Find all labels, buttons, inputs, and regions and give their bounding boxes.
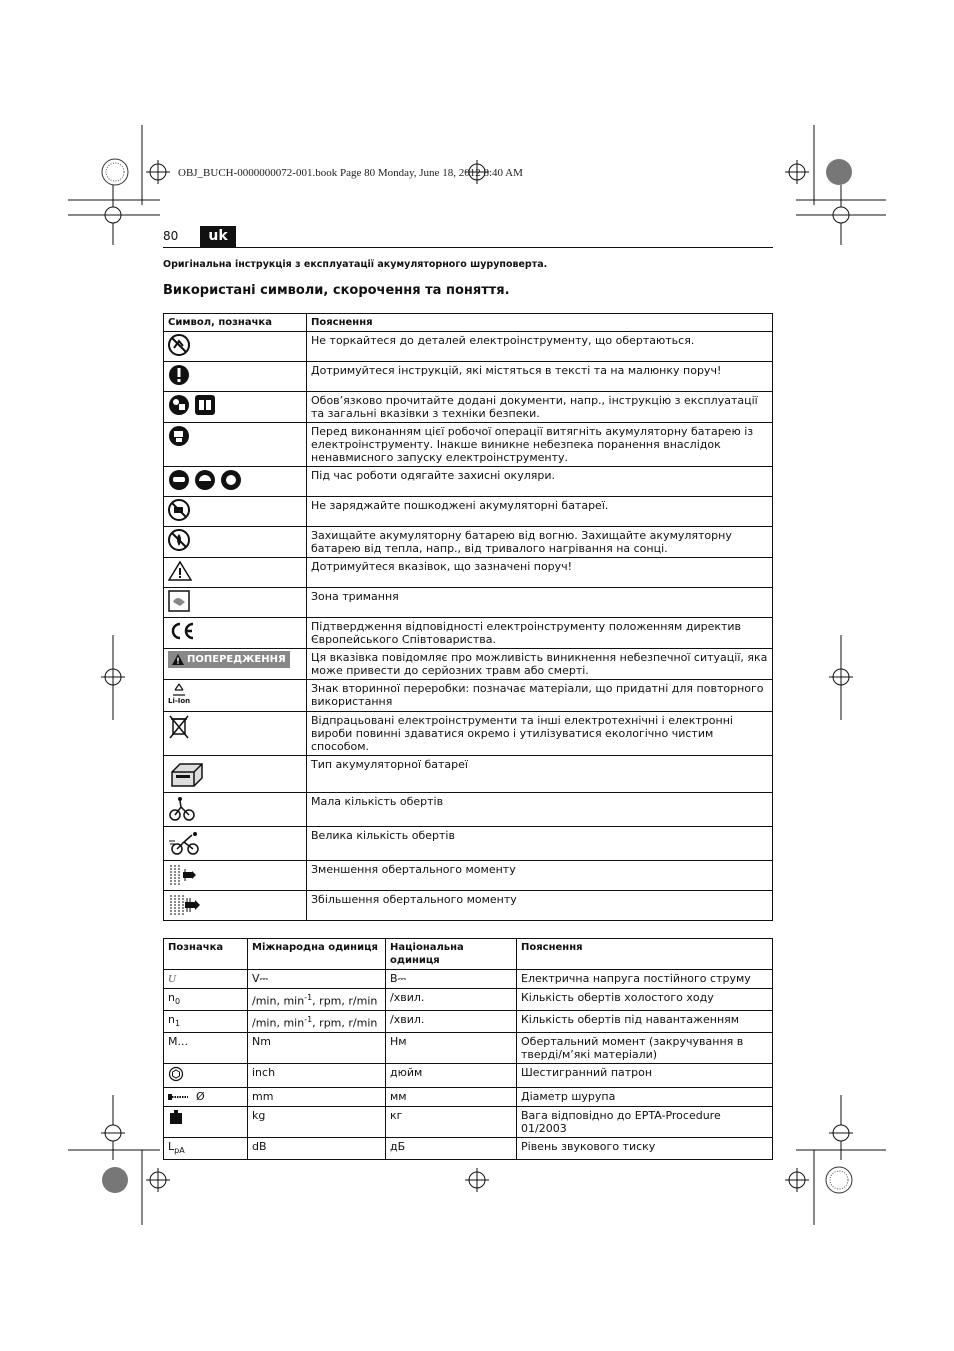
table-row [164,618,773,649]
no-charge-damaged-icon [168,499,190,521]
symbol-description: Дотримуйтеся інструкцій, які містяться в тексті та на малюнку поруч! [307,362,773,392]
torque-increase-icon [168,893,202,917]
symbol-description: Під час роботи одягайте захисні окуляри. [307,467,773,497]
units-table [163,938,773,1160]
symbol-description: Знак вторинної переробки: позначає матеріали, що придатні для повторного використання [307,680,773,712]
column-header: Міжнародна одиниця [248,939,386,970]
symbol-description: Не торкайтеся до деталей електроінструменту, що обертаються. [307,332,773,362]
li-ion-label: Li-Ion [168,697,191,705]
symbol-description: Ця вказівка повідомляє про можливість виникнення небезпечної ситуації, яка може привести до серйозних травм або смерті. [307,649,773,680]
bicycle-fast-icon [168,829,202,857]
table-row [164,423,773,467]
weight-icon [168,1109,184,1125]
column-header: Національна одиниця [386,939,517,970]
unit-national: дюйм [386,1064,517,1088]
symbol-description: Мала кількість обертів [307,793,773,827]
table-row [164,588,773,618]
document-subtitle: Оригінальна інструкція з експлуатації акумуляторного шуруповерта. [163,259,548,270]
unit-description: Рівень звукового тиску [517,1137,773,1159]
recycle-icon [169,682,189,698]
language-badge: uk [200,226,236,247]
helmet-icon [194,469,216,491]
unit-symbol: M... [164,1033,248,1064]
unit-description: Обертальний момент (закручування в тверді/м’які матеріали) [517,1033,773,1064]
column-header: Пояснення [307,314,773,332]
symbol-description: Перед виконанням цієї робочої операції витягніть акумуляторну батарею із електроінструменту. Інакше виникне небезпека поранення внаслідок ненавмисного запуску електроінструменту. [307,423,773,467]
unit-description: Кількість обертів під навантаженням [517,1011,773,1033]
no-touch-icon [168,334,190,356]
table-row [164,680,773,712]
unit-description: Шестигранний патрон [517,1064,773,1088]
column-header: Символ, позначка [164,314,307,332]
table-header-row [164,314,773,332]
unit-national: дБ [386,1137,517,1159]
symbol-description: Підтвердження відповідності електроінструменту положенням директив Європейського Співтовариства. [307,618,773,649]
table-row [164,1137,773,1159]
grip-zone-icon [168,590,190,612]
page-number: 80 [163,229,179,243]
unit-international: inch [248,1064,386,1088]
unit-symbol: $n_0$ [164,989,248,1011]
symbol-description: Захищайте акумуляторну батарею від вогню. Захищайте акумуляторну батарею від тепла, напр., від тривалого нагрівання на сонці. [307,527,773,558]
unit-national: В⎓ [386,970,517,989]
table-row [164,362,773,392]
unit-national: кг [386,1106,517,1137]
no-fire-icon [168,529,190,551]
table-row [164,558,773,588]
table-row [164,332,773,362]
unit-international: /min, $\min^{-1}$, rpm, r/min [248,989,386,1011]
battery-pack-icon [168,758,208,790]
goggles-icon [168,469,190,491]
table-row [164,497,773,527]
unit-international: /min, $\min^{-1}$, rpm, r/min [248,1011,386,1033]
table-header-row [164,939,773,970]
symbol-description: Велика кількість обертів [307,827,773,861]
unit-international: kg [248,1106,386,1137]
unit-description: Кількість обертів холостого ходу [517,989,773,1011]
symbol-description: Не заряджайте пошкоджені акумуляторні батареї. [307,497,773,527]
unit-international: dB [248,1137,386,1159]
unit-national: /хвил. [386,1011,517,1033]
crossed-bin-icon [168,714,190,740]
header-rule [163,247,773,248]
warning-label-icon [168,651,290,668]
unit-symbol: $L_{pA}$ [164,1137,248,1159]
table-row [164,989,773,1011]
table-row [164,793,773,827]
unit-symbol: U [168,973,176,985]
face-shield-icon [220,469,242,491]
ce-mark-icon [168,620,196,642]
unit-national: Нм [386,1033,517,1064]
table-row [164,712,773,756]
column-header: Пояснення [517,939,773,970]
symbol-description: Зменшення обертального моменту [307,861,773,891]
table-row [164,1088,773,1107]
unit-symbol: $n_1$ [164,1011,248,1033]
section-title: Використані символи, скорочення та поняття. [163,283,510,298]
table-row [164,891,773,921]
table-row [164,392,773,423]
unit-symbol: Ø [196,1090,205,1104]
remove-battery-icon [168,425,190,447]
symbol-description: Збільшення обертального моменту [307,891,773,921]
exclamation-icon [168,364,190,386]
symbol-description: Зона тримання [307,588,773,618]
warning-triangle-icon [168,560,192,582]
table-row [164,1106,773,1137]
unit-international: V⎓ [248,970,386,989]
recycle-li-ion-icon [168,682,190,705]
symbol-description: Дотримуйтеся вказівок, що зазначені поруч! [307,558,773,588]
screw-icon [168,1093,190,1101]
book-info: OBJ_BUCH-0000000072-001.book Page 80 Monday, June 18, 2012 8:40 AM [178,167,523,179]
table-row [164,649,773,680]
unit-description: Діаметр шурупа [517,1088,773,1107]
bicycle-slow-icon [168,795,196,823]
unit-description: Електрична напруга постійного струму [517,970,773,989]
table-row [164,1011,773,1033]
column-header: Позначка [164,939,248,970]
unit-international: Nm [248,1033,386,1064]
symbol-description: Відпрацьовані електроінструменти та інші електротехнічні і електронні вироби повинні здаватися окремо і утилізуватися екологічно чистим способом. [307,712,773,756]
torque-decrease-icon [168,863,198,887]
table-row [164,527,773,558]
table-row [164,970,773,989]
unit-international: mm [248,1088,386,1107]
warning-label-text: ПОПЕРЕДЖЕННЯ [187,654,286,665]
symbol-description: Обов’язково прочитайте додані документи, напр., інструкцію з експлуатації та загальні вказівки з техніки безпеки. [307,392,773,423]
unit-description: Вага відповідно до EPTA-Procedure 01/2003 [517,1106,773,1137]
table-row [164,861,773,891]
symbols-table [163,313,773,921]
symbol-description: Тип акумуляторної батареї [307,756,773,793]
warning-triangle-icon [172,654,184,665]
unit-national: мм [386,1088,517,1107]
unit-national: /хвил. [386,989,517,1011]
book-icon [194,394,216,416]
hex-chuck-icon [168,1066,184,1082]
table-row [164,827,773,861]
read-manual-icon [168,394,190,416]
table-row [164,756,773,793]
table-row [164,467,773,497]
table-row [164,1064,773,1088]
table-row [164,1033,773,1064]
